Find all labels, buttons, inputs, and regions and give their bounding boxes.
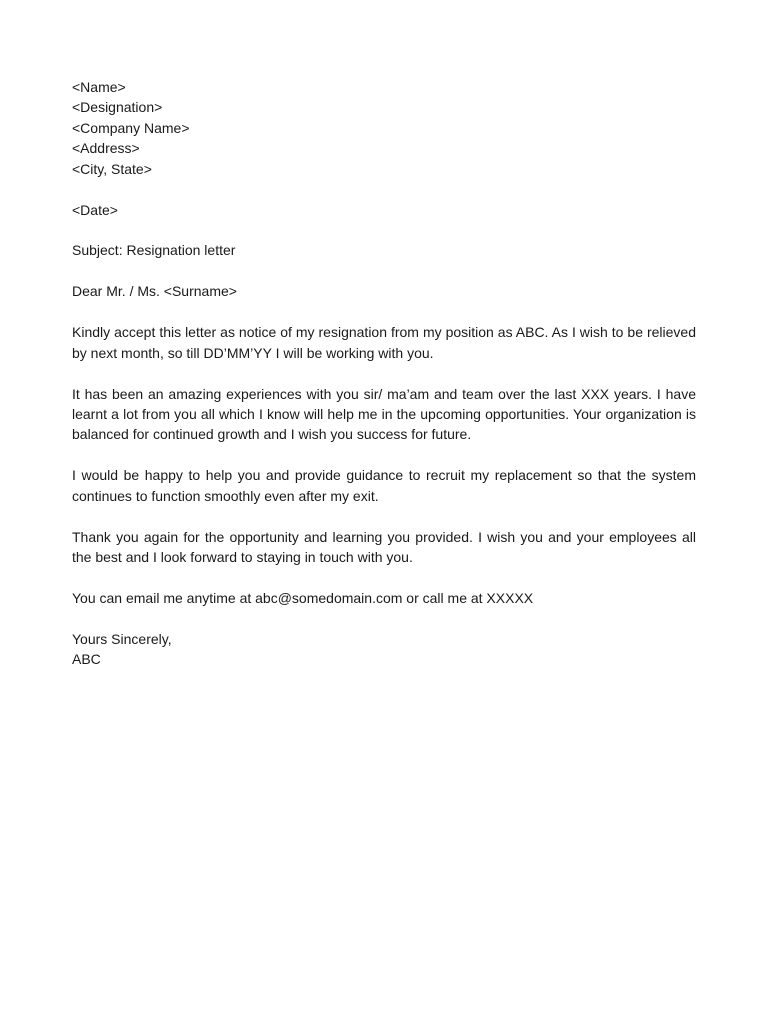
body-paragraph-resignation-notice: Kindly accept this letter as notice of my resignation from my position as ABC. As I wish to be relieved by next month, so till DD’MM’YY I will be working with you. [72,324,696,361]
body-paragraph-handover: I would be happy to help you and provide guidance to recruit my replacement so that the system continues to function smoothly even after my exit. [72,467,696,504]
recipient-name: <Name> [72,79,126,95]
resignation-letter [72,77,696,670]
recipient-address: <Address> [72,140,140,157]
body-paragraph-contact: You can email me anytime at abc@somedomain.com or call me at XXXXX [72,589,534,606]
recipient-company: <Company Name> [72,119,190,136]
letter-signature: ABC [72,651,101,668]
recipient-city-state: <City, State> [72,160,152,177]
letter-date: <Date> [72,201,118,218]
letter-closing: Yours Sincerely, [72,630,172,647]
recipient-address-block [72,77,696,179]
recipient-designation: <Designation> [72,99,163,116]
letter-salutation: Dear Mr. / Ms. <Surname> [72,283,237,300]
signature-block [72,629,696,670]
letter-subject: Subject: Resignation letter [72,242,236,259]
body-paragraph-thanks: Thank you again for the opportunity and learning you provided. I wish you and your employees all the best and I look forward to staying in touch with you. [72,528,696,565]
body-paragraph-experience: It has been an amazing experiences with you sir/ ma’am and team over the last XXX years. I have learnt a lot from you all which I know will help me in the upcoming opportunities. Your organization is balanced for continued growth and I wish you success for future. [72,385,696,443]
